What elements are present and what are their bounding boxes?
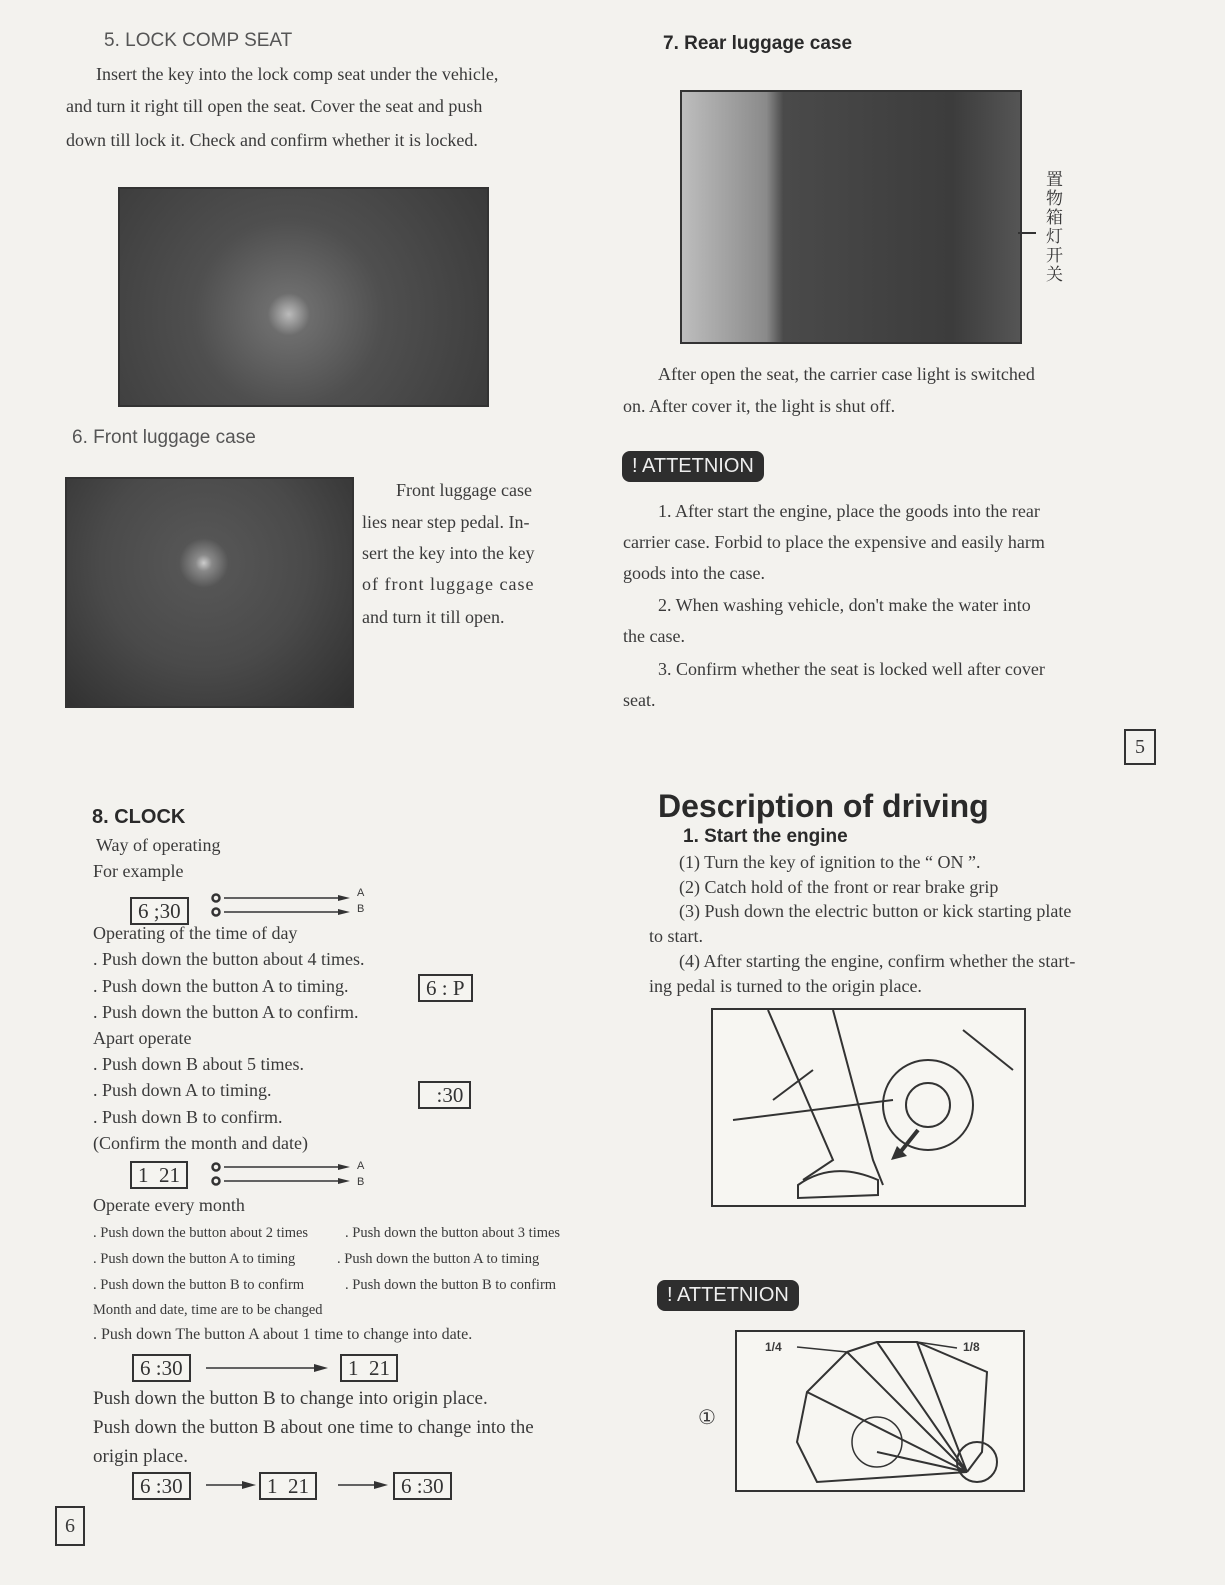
step-line: . Push down The button A about 1 time to change into date. bbox=[93, 1326, 473, 1343]
arrow-icon bbox=[204, 1475, 260, 1495]
paragraph-line: (2) Catch hold of the front or rear brake grip bbox=[679, 877, 999, 897]
step-line: . Push down the button about 3 times bbox=[345, 1225, 561, 1241]
seat-lock-photo bbox=[118, 187, 489, 407]
paragraph-line: Push down the button B about one time to change into the bbox=[93, 1417, 534, 1438]
attention-badge: ! ATTETNION bbox=[657, 1280, 799, 1311]
step-marker: ① bbox=[698, 1407, 716, 1429]
section-title-lock-seat: 5. LOCK COMP SEAT bbox=[104, 30, 293, 51]
step-line: . Push down B to confirm. bbox=[93, 1107, 283, 1127]
lcd-display: 6 :30 bbox=[132, 1472, 191, 1500]
paragraph-line: 1. After start the engine, place the goods into the rear bbox=[658, 501, 1040, 521]
lcd-display: :30 bbox=[418, 1081, 471, 1109]
paragraph-line: 2. When washing vehicle, don't make the water into bbox=[658, 595, 1031, 615]
lcd-display: 6 ;30 bbox=[130, 897, 189, 925]
step-line: . Push down the button B to confirm bbox=[345, 1277, 557, 1293]
section-title-rear-luggage: 7. Rear luggage case bbox=[663, 33, 853, 54]
lcd-display: 6 : P bbox=[418, 974, 473, 1002]
lcd-display: 6 :30 bbox=[393, 1472, 452, 1500]
paragraph-line: down till lock it. Check and confirm whether it is locked. bbox=[66, 130, 478, 150]
clock-subheading: Month and date, time are to be changed bbox=[93, 1302, 323, 1318]
paragraph-line: (1) Turn the key of ignition to the “ ON ”. bbox=[679, 852, 981, 872]
step-line: . Push down B about 5 times. bbox=[93, 1054, 305, 1074]
paragraph-line: and turn it right till open the seat. Cover the seat and push bbox=[66, 96, 483, 116]
clock-subheading: Operating of the time of day bbox=[93, 923, 298, 943]
page-title: Description of driving bbox=[658, 788, 989, 824]
paragraph-line: to start. bbox=[649, 926, 703, 946]
paragraph-line: After open the seat, the carrier case light is switched bbox=[658, 364, 1035, 384]
rear-luggage-photo bbox=[680, 90, 1022, 344]
lcd-display: 6 :30 bbox=[132, 1354, 191, 1382]
light-switch-label: 置物箱灯开关 bbox=[1046, 170, 1063, 284]
kick-start-illustration bbox=[711, 1008, 1026, 1207]
arrow-icon bbox=[204, 1358, 334, 1378]
page-number: 6 bbox=[55, 1506, 85, 1546]
step-line: . Push down the button A to timing. bbox=[93, 976, 349, 996]
paragraph-line: ing pedal is turned to the origin place. bbox=[649, 976, 922, 996]
lcd-display: 1 21 bbox=[259, 1472, 317, 1500]
step-line: . Push down the button A to timing bbox=[93, 1251, 296, 1267]
clock-subheading: For example bbox=[93, 861, 184, 881]
throttle-diagram bbox=[735, 1330, 1025, 1492]
step-line: . Push down the button A to confirm. bbox=[93, 1002, 359, 1022]
page-number: 5 bbox=[1124, 729, 1156, 765]
paragraph-line: origin place. bbox=[93, 1446, 188, 1467]
paragraph-line: and turn it till open. bbox=[362, 607, 505, 627]
clock-subheading: Operate every month bbox=[93, 1195, 245, 1215]
paragraph-line: Push down the button B to change into origin place. bbox=[93, 1388, 488, 1409]
paragraph-line: (4) After starting the engine, confirm whether the start- bbox=[679, 951, 1076, 971]
attention-badge: ! ATTETNION bbox=[622, 451, 764, 482]
paragraph-line: seat. bbox=[623, 690, 656, 710]
step-line: . Push down the button A to timing bbox=[337, 1251, 540, 1267]
paragraph-line: goods into the case. bbox=[623, 563, 765, 583]
paragraph-line: on. After cover it, the light is shut off. bbox=[623, 396, 896, 416]
step-line: . Push down the button about 4 times. bbox=[93, 949, 365, 969]
lcd-display: 1 21 bbox=[130, 1161, 188, 1189]
step-line: . Push down the button B to confirm bbox=[93, 1277, 305, 1293]
paragraph-line: Front luggage case bbox=[396, 480, 532, 500]
step-line: . Push down the button about 2 times bbox=[93, 1225, 309, 1241]
step-line: . Push down A to timing. bbox=[93, 1080, 272, 1100]
paragraph-line: Insert the key into the lock comp seat under the vehicle, bbox=[96, 64, 499, 84]
button-b-label: B bbox=[357, 1176, 365, 1188]
paragraph-line: carrier case. Forbid to place the expensive and easily harm bbox=[623, 532, 1045, 552]
paragraph-line: (3) Push down the electric button or kick starting plate bbox=[679, 901, 1072, 921]
label-pointer-line bbox=[1018, 232, 1036, 234]
clock-subheading: Apart operate bbox=[93, 1028, 192, 1048]
quarter-label: 1/4 bbox=[765, 1340, 782, 1354]
ab-buttons-diagram bbox=[210, 888, 370, 928]
ab-buttons-diagram bbox=[210, 1157, 370, 1197]
paragraph-line: of front luggage case bbox=[362, 574, 535, 594]
paragraph-line: sert the key into the key bbox=[362, 543, 535, 563]
button-b-label: B bbox=[357, 903, 365, 915]
front-luggage-photo bbox=[65, 477, 354, 708]
clock-subheading: Way of operating bbox=[96, 835, 221, 855]
paragraph-line: lies near step pedal. In- bbox=[362, 512, 530, 532]
section-title-clock: 8. CLOCK bbox=[92, 806, 186, 828]
button-a-label: A bbox=[357, 1160, 365, 1172]
section-title-start-engine: 1. Start the engine bbox=[683, 826, 848, 847]
paragraph-line: 3. Confirm whether the seat is locked well after cover bbox=[658, 659, 1045, 679]
eighth-label: 1/8 bbox=[963, 1340, 980, 1354]
button-a-label: A bbox=[357, 887, 365, 899]
lcd-display: 1 21 bbox=[340, 1354, 398, 1382]
arrow-icon bbox=[336, 1475, 392, 1495]
paragraph-line: the case. bbox=[623, 626, 685, 646]
clock-subheading: (Confirm the month and date) bbox=[93, 1133, 308, 1153]
section-title-front-luggage: 6. Front luggage case bbox=[72, 427, 256, 448]
